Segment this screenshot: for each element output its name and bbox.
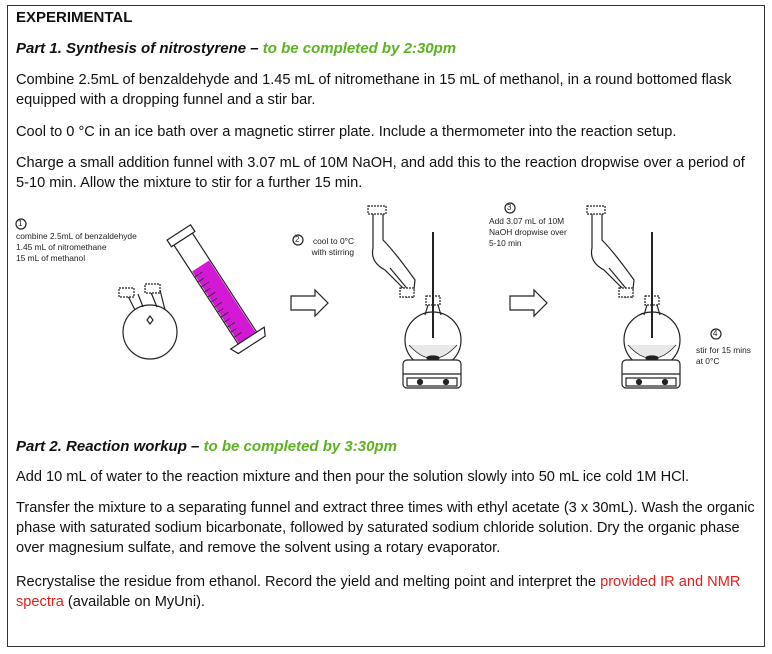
part1-title: Part 1. Synthesis of nitrostyrene – [16,40,263,57]
part1-paragraph-1: Combine 2.5mL of benzaldehyde and 1.45 mL of nitromethane in 15 mL of methanol, in a round bottomed flask equipped with a dropping funnel and a stir bar. [16,72,732,108]
part2-paragraph-3-text: Recrystalise the residue from ethanol. Record the yield and melting point and interpret the [16,574,601,590]
part2-title: Part 2. Reaction workup – [16,438,204,455]
step3-line3: 5-10 min [489,238,522,248]
step3-line2: NaOH dropwise over [489,227,567,237]
step2-number: 2 [295,235,300,244]
graduated-cylinder [162,222,269,356]
two-neck-flask [119,284,177,359]
part1-paragraph-2: Cool to 0 °C in an ice bath over a magnetic stirrer plate. Include a thermometer into the reaction setup. [16,124,677,140]
step2-label [306,236,354,258]
part2-heading [16,438,397,455]
step1-line1: combine 2.5mL of benzaldehyde [16,231,137,241]
step2-line2: with stirring [311,247,354,257]
step2-line1: cool to 0°C [312,236,354,246]
reaction-setup-2 [587,206,680,388]
part1-paragraph-3: Charge a small addition funnel with 3.07 mL of 10M NaOH, and add this to the reaction dropwise over a period of 5-10 min. Allow the mixture to stir for a further 15 min. [16,155,745,191]
step1-line3: 15 mL of methanol [16,253,86,263]
step4-number: 4 [713,329,718,338]
step4-line1: stir for 15 mins [696,345,751,355]
cylinder-liquid [192,261,256,344]
arrow-1 [291,290,328,316]
step3-number: 3 [507,203,512,212]
part1-deadline: to be completed by 2:30pm [262,40,457,57]
section-heading: EXPERIMENTAL [16,9,133,26]
step3-label [489,216,567,249]
step4-line2: at 0°C [696,356,720,366]
part2-deadline: to be completed by 3:30pm [203,438,397,455]
step1-number: 1 [18,219,23,228]
reaction-setup-1 [368,206,461,388]
step3-line1: Add 3.07 mL of 10M [489,216,565,226]
part2-paragraph-3-tail: (available on MyUni). [63,594,205,610]
part2-paragraph-2: Transfer the mixture to a separating funnel and extract three times with ethyl acetate (3 x 30mL). Wash the organic phase with saturated sodium bicarbonate, followed by saturated sodium chloride solution. Dry the organic phase over magnesium sulfate, and remove the solvent using a rotary evaporator. [16,500,755,556]
spectra-link[interactable]: provided IR and NMR spectra [16,574,741,610]
part2-paragraph-3 [16,572,756,612]
arrow-2 [510,290,547,316]
step1-label [16,231,137,264]
part2-paragraph-1: Add 10 mL of water to the reaction mixture and then pour the solution slowly into 50 mL ice cold 1M HCl. [16,469,690,485]
step4-label [696,345,751,367]
step1-line2: 1.45 mL of nitromethane [16,242,107,252]
